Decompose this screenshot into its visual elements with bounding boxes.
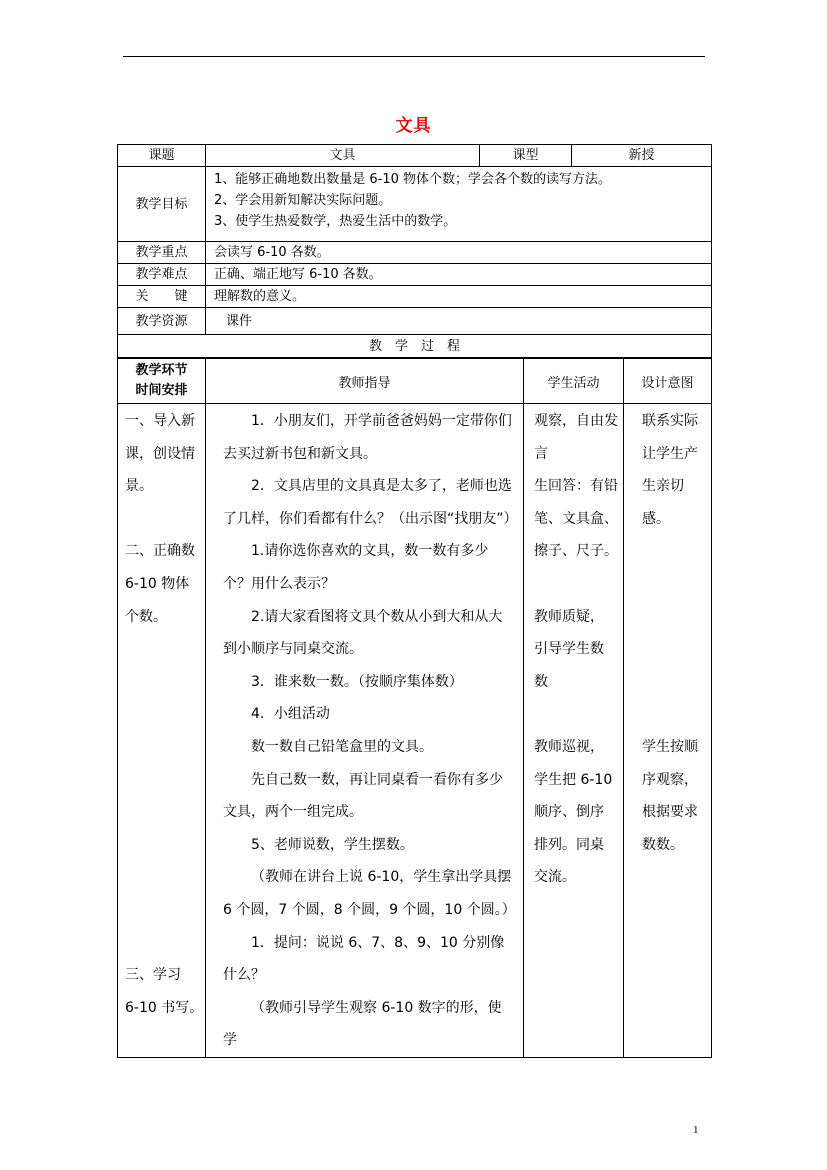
resources-label: 教学资源 (118, 308, 206, 335)
teacher-column (206, 404, 524, 1058)
student-activity-line: 引导学生数 (534, 641, 604, 658)
stage-line (125, 861, 205, 894)
student-column (524, 404, 624, 1058)
stage-line (125, 764, 205, 797)
teacher-paragraph: 2.请大家看图将文具个数从小到大和从大到小顺序与同桌交流。 (223, 608, 503, 658)
student-activity-line: 擦子、尺子。 (534, 543, 618, 560)
objective-item: 1、能够正确地数出数量是 6-10 物体个数；学会各个数的读写方法。 (214, 172, 612, 187)
teacher-paragraph: 数一数自己铅笔盒里的文具。 (251, 738, 433, 755)
design-intent-line (642, 568, 711, 601)
stage-header-line1: 教学环节 (135, 363, 188, 378)
teacher-paragraph: 3．谁来数一数。（按顺序集体数） (251, 673, 463, 690)
document-title: 文具 (395, 116, 432, 136)
student-activity-line: 生回答：有铅 (534, 478, 618, 495)
stage-line (125, 894, 205, 927)
stage-line: 景。 (125, 478, 153, 495)
difficulty-value: 正确、端正地写 6-10 各数。 (206, 264, 712, 286)
teacher-paragraph: 1．小朋友们，开学前爸爸妈妈一定带你们去买过新书包和新文具。 (223, 413, 512, 462)
stage-line: 6-10 物体 (125, 575, 190, 592)
student-activity-line: 顺序、倒序 (534, 804, 604, 821)
teacher-paragraph: （教师引导学生观察 6-10 数字的形，使学 (223, 999, 502, 1049)
stage-line: 二、正确数 (125, 543, 195, 560)
teacher-paragraph: 2．文具店里的文具真是太多了，老师也选了几样，你们看都有什么？（出示图“找朋友”） (223, 478, 518, 527)
design-intent-line: 根据要求 (642, 804, 698, 821)
design-column (624, 404, 712, 1058)
stage-line (125, 731, 205, 764)
topic-row (118, 145, 712, 167)
difficulty-label: 教学难点 (118, 264, 206, 286)
process-body-row (118, 404, 712, 1058)
stage-line (125, 666, 205, 699)
objectives-cell (206, 167, 712, 242)
design-intent-line (642, 666, 711, 699)
stage-line: 课，创设情 (125, 445, 195, 462)
stage-line (125, 698, 205, 731)
student-activity-line: 教师质疑， (534, 608, 604, 625)
teacher-header: 教师指导 (206, 359, 524, 404)
stage-line: 6-10 书写。 (125, 999, 204, 1016)
type-label: 课型 (480, 145, 572, 167)
design-intent-line: 生亲切感。 (642, 478, 684, 527)
stage-line (125, 927, 205, 960)
objective-item: 2、学会用新知解决实际问题。 (214, 193, 392, 208)
student-activity-line (534, 568, 623, 601)
stage-line: 一、导入新 (125, 413, 195, 429)
design-intent-line (642, 535, 711, 568)
process-title-row (118, 335, 712, 358)
key-row (118, 286, 712, 308)
objectives-label: 教学目标 (118, 167, 206, 242)
process-header-row (118, 359, 712, 404)
teacher-paragraph: 1.请你选你喜欢的文具，数一数有多少个？用什么表示？ (223, 543, 489, 592)
design-intent-line (642, 633, 711, 666)
page-number: 1 (693, 1124, 699, 1136)
objectives-row (118, 167, 712, 242)
key-point-row (118, 242, 712, 264)
teacher-paragraph: 4．小组活动 (251, 706, 330, 723)
student-activity-line: 笔、文具盒、 (534, 510, 618, 527)
stage-line: 三、学习 (125, 967, 181, 984)
stage-line (125, 796, 205, 829)
topic-value: 文具 (206, 145, 480, 167)
stage-line (125, 633, 205, 666)
difficulty-row (118, 264, 712, 286)
student-activity-line: 教师巡视， (534, 738, 604, 755)
key-value: 理解数的意义。 (206, 286, 712, 308)
teacher-paragraph: 5、老师说数，学生摆数。 (251, 836, 414, 853)
stage-line: 个数。 (125, 608, 167, 625)
key-point-label: 教学重点 (118, 242, 206, 264)
student-activity-line: 交流。 (534, 869, 576, 886)
design-intent-line: 数数。 (642, 836, 684, 853)
header-rule (123, 56, 705, 57)
objective-item: 3、使学生热爱数学，热爱生活中的数学。 (214, 214, 457, 229)
student-activity-line: 言 (534, 445, 548, 462)
stage-header (118, 359, 206, 404)
process-table (117, 358, 712, 1058)
teacher-paragraph: 先自己数一数，再让同桌看一看你有多少文具，两个一组完成。 (223, 771, 503, 821)
type-value: 新授 (572, 145, 712, 167)
stage-column (118, 404, 206, 1058)
stage-line (125, 829, 205, 862)
design-intent-line (642, 601, 711, 634)
design-intent-line (642, 698, 711, 731)
design-intent-line: 序观察， (642, 771, 698, 788)
resources-value: 课件 (206, 308, 712, 335)
stage-header-line2: 时间安排 (135, 383, 188, 398)
student-activity-line (534, 698, 623, 731)
student-activity-line: 排列。同桌 (534, 836, 604, 853)
design-intent-line: 学生按顺 (642, 738, 698, 755)
topic-label: 课题 (118, 145, 206, 167)
design-header: 设计意图 (624, 359, 712, 404)
student-header: 学生活动 (524, 359, 624, 404)
stage-line (125, 503, 205, 536)
key-label: 关 键 (118, 286, 206, 308)
student-activity-line: 观察，自由发 (534, 413, 618, 429)
teacher-paragraph: （教师在讲台上说 6-10，学生拿出学具摆 6 个圆，7 个圆，8 个圆，9 个圆，10 个圆。） (223, 869, 516, 918)
key-point-value: 会读写 6-10 各数。 (206, 242, 712, 264)
design-intent-line: 让学生产 (642, 445, 698, 462)
design-intent-line: 联系实际 (642, 413, 698, 429)
teacher-paragraph: 1．提问：说说 6、7、8、9、10 分别像什么？ (223, 934, 505, 984)
resources-row (118, 308, 712, 335)
process-title: 教 学 过 程 (118, 335, 712, 358)
lesson-info-table (117, 144, 712, 358)
student-activity-line: 学生把 6-10 (534, 771, 613, 788)
student-activity-line: 数 (534, 673, 548, 690)
